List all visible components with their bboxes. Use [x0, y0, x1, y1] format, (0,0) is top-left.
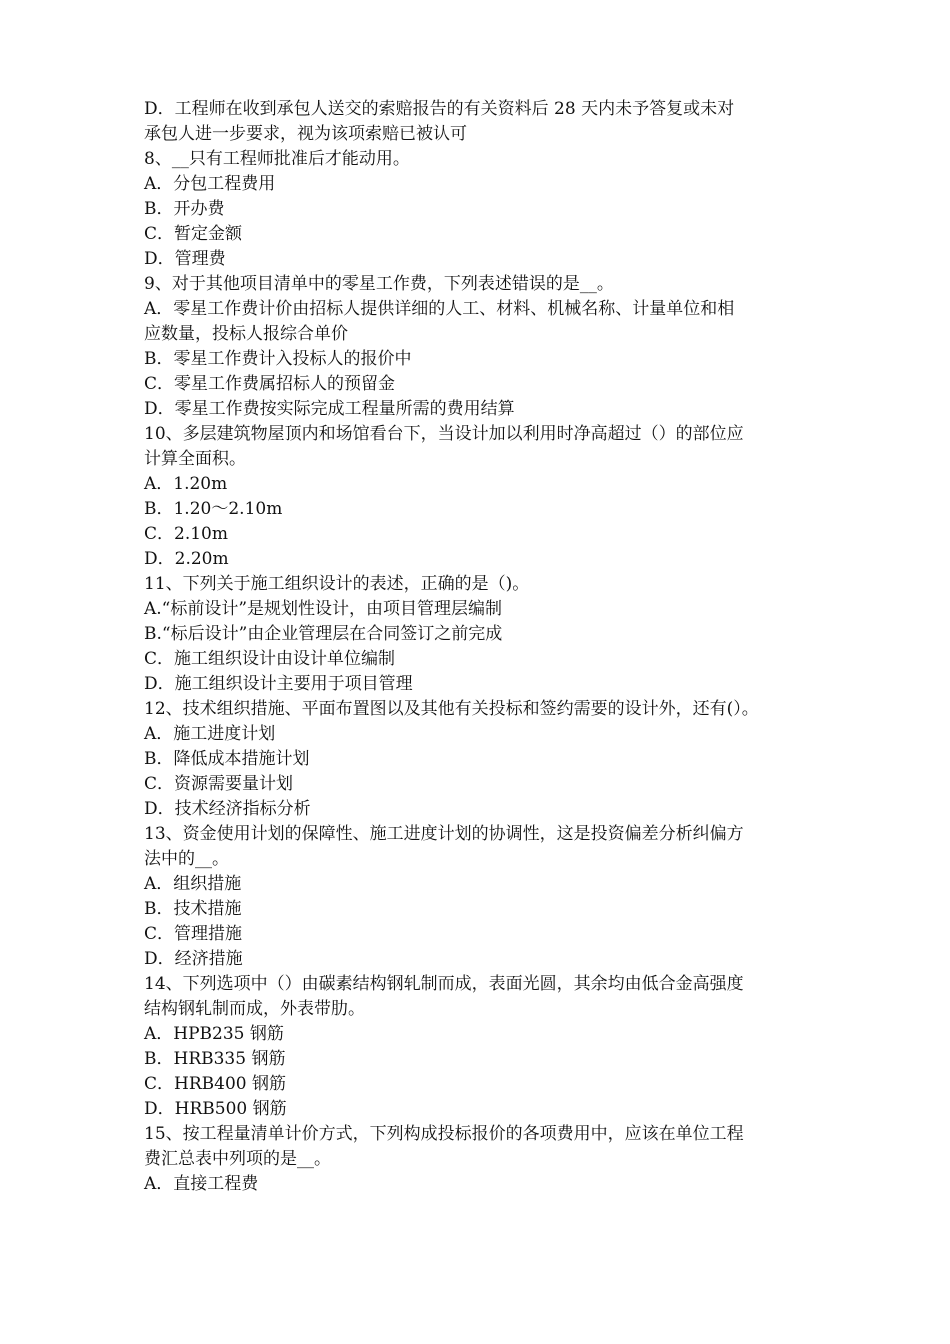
- text-line: B．降低成本措施计划: [144, 749, 310, 769]
- text-line: C．暂定金额: [144, 224, 243, 244]
- text-line: D．2.20m: [144, 549, 229, 569]
- text-line: D．工程师在收到承包人送交的索赔报告的有关资料后 28 天内未予答复或未对: [144, 99, 735, 119]
- text-line: B．HRB335 钢筋: [144, 1049, 286, 1069]
- text-line: 15、按工程量清单计价方式，下列构成投标报价的各项费用中，应该在单位工程: [144, 1124, 744, 1144]
- text-line: C．资源需要量计划: [144, 774, 294, 794]
- text-line: 法中的__。: [144, 849, 229, 869]
- text-line: D．施工组织设计主要用于项目管理: [144, 674, 413, 694]
- text-line: 费汇总表中列项的是__。: [144, 1149, 331, 1169]
- text-line: A．分包工程费用: [144, 174, 276, 194]
- text-line: 9、对于其他项目清单中的零星工作费，下列表述错误的是__。: [144, 274, 614, 294]
- text-line: 12、技术组织措施、平面布置图以及其他有关投标和签约需要的设计外，还有(）。: [144, 699, 759, 719]
- text-line: D．经济措施: [144, 949, 243, 969]
- text-line: C．施工组织设计由设计单位编制: [144, 649, 396, 669]
- text-line: B．技术措施: [144, 899, 242, 919]
- text-line: 13、资金使用计划的保障性、施工进度计划的协调性，这是投资偏差分析纠偏方: [144, 824, 744, 844]
- text-line: C．管理措施: [144, 924, 243, 944]
- text-line: D．管理费: [144, 249, 226, 269]
- text-line: 计算全面积。: [144, 449, 246, 469]
- document-body: [144, 97, 824, 1197]
- text-line: A．HPB235 钢筋: [144, 1024, 284, 1044]
- text-line: B．1.20～2.10m: [144, 499, 283, 519]
- text-line: 承包人进一步要求，视为该项索赔已被认可: [144, 124, 467, 144]
- text-line: A．零星工作费计价由招标人提供详细的人工、材料、机械名称、计量单位和相: [144, 299, 735, 319]
- text-line: 应数量，投标人报综合单价: [144, 324, 348, 344]
- text-line: D．零星工作费按实际完成工程量所需的费用结算: [144, 399, 515, 419]
- text-line: 10、多层建筑物屋顶内和场馆看台下，当设计加以利用时净高超过（）的部位应: [144, 424, 744, 444]
- text-line: B．开办费: [144, 199, 225, 219]
- text-line: A．直接工程费: [144, 1174, 259, 1194]
- text-line: B．零星工作费计入投标人的报价中: [144, 349, 412, 369]
- text-line: A．组织措施: [144, 874, 242, 894]
- text-line: D．技术经济指标分析: [144, 799, 311, 819]
- text-line: 结构钢轧制而成，外表带肋。: [144, 999, 365, 1019]
- text-line: B.“标后设计”由企业管理层在合同签订之前完成: [144, 624, 503, 644]
- text-line: 14、下列选项中（）由碳素结构钢轧制而成，表面光圆，其余均由低合金高强度: [144, 974, 744, 994]
- text-line: D．HRB500 钢筋: [144, 1099, 287, 1119]
- text-line: C．2.10m: [144, 524, 228, 544]
- text-line: A．1.20m: [144, 474, 228, 494]
- text-line: A.“标前设计”是规划性设计，由项目管理层编制: [144, 599, 503, 619]
- text-line: C．零星工作费属招标人的预留金: [144, 374, 396, 394]
- text-line: 8、__只有工程师批准后才能动用。: [144, 149, 410, 169]
- text-line: A．施工进度计划: [144, 724, 276, 744]
- text-line: 11、下列关于施工组织设计的表述，正确的是（)。: [144, 574, 530, 594]
- text-line: C．HRB400 钢筋: [144, 1074, 286, 1094]
